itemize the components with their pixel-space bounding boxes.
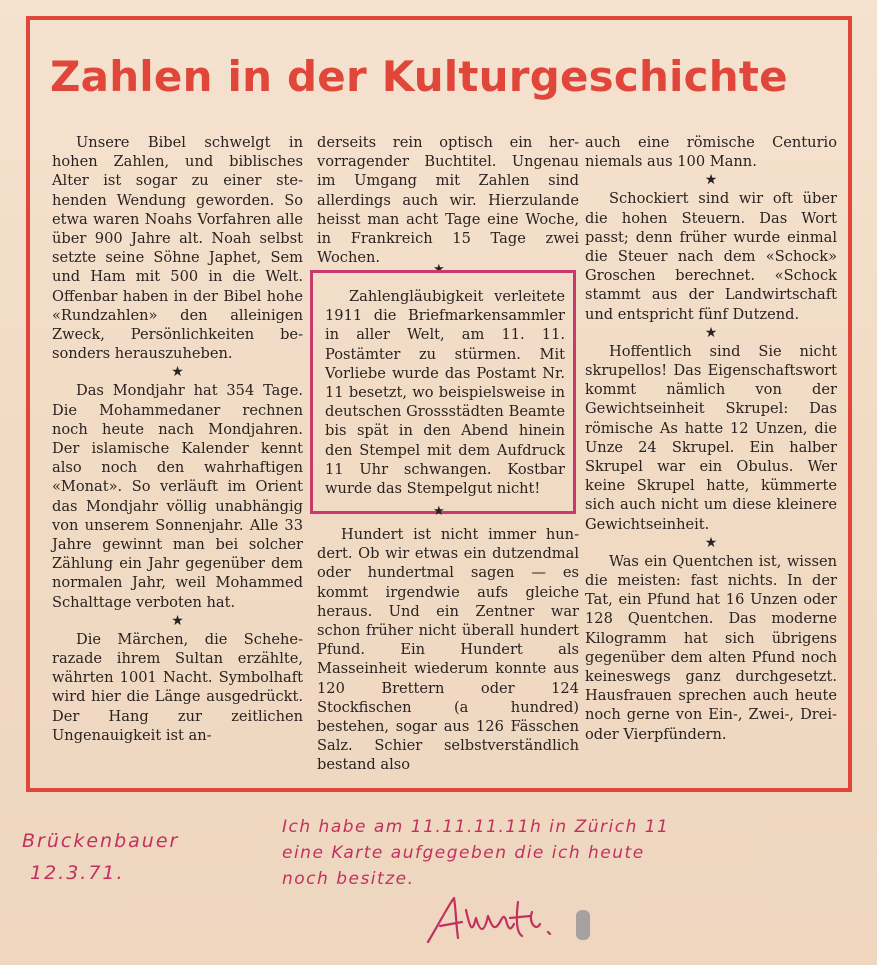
- column-2-bottom: [317, 525, 579, 775]
- paragraph-scheherazade: Die Märchen, die Scheherazade ihrem Sultan erzählte, währten 1001 Nacht. Symbolhaft wird hier die Länge ausgedrückt. Der Hang zur zeitlichen Ungenauigkeit ist an-: [52, 630, 303, 744]
- column-1: [52, 133, 303, 745]
- star-separator: ★: [171, 364, 184, 381]
- handwritten-source: Brückenbauer: [22, 830, 180, 852]
- paragraph-shock: Schockiert sind wir oft über die hohen Steuern. Das Wort passt; denn früher wurde einmal die Steuer nach dem «Schock» Groschen berechnet. «Schock stammt aus der Landwirtschaft und entspricht fünf Dutzend.: [585, 190, 837, 323]
- column-2-top: [317, 133, 579, 267]
- star-separator: ★: [704, 534, 718, 551]
- star-separator: ★: [704, 172, 718, 189]
- paragraph-stamp-collectors: Zahlengläubigkeit verleitete 1911 die Briefmarkensammler in aller Welt, am 11. 11. Postämter zu stürmen. Mit Vorliebe wurde das Postamt Nr. 11 besetzt, wo beispielsweise in deutschen Grossstädten Beamte bis spät in den Abend hinein den Stempel mit dem Aufdruck 11 Uhr schwangen. Kostbar wurde das Stempelgut nicht!: [325, 288, 565, 498]
- handwritten-note: [282, 814, 669, 892]
- column-3: [585, 133, 837, 744]
- handwritten-date: 12.3.71.: [30, 862, 125, 884]
- box-star-bottom: ★: [433, 504, 445, 519]
- paragraph-hundred: Hundert ist nicht immer hundert. Ob wir etwas ein dutzendmal oder hundertmal sagen — es kommt irgendwie aufs gleiche heraus. Und ein Zentner war schon früher nicht überall hundert Pfund. Ein Hundert als Masseinheit wiederum konnte aus 120 Brettern oder 124 Stockfischen (a hundred) bestehen, sogar aus 126 Fässchen Salz. Schier selbstverständlich bestand also: [317, 526, 579, 774]
- paragraph-book-title: derseits rein optisch ein hervorragender Buchtitel. Ungenau im Umgang mit Zahlen sind allerdings auch wir. Hierzulande heisst man acht Tage eine Woche, in Frankreich 15 Tage zwei Wochen.: [317, 134, 579, 267]
- star-separator: ★: [171, 612, 184, 629]
- highlight-box: [310, 270, 576, 514]
- note-line-1: Ich habe am 11.11.11.11h in Zürich 11: [282, 817, 670, 837]
- box-star-top: ★: [433, 262, 445, 277]
- paragraph-scruple: Hoffentlich sind Sie nicht skrupellos! Das Eigenschaftswort kommt nämlich von der Gewichtseinheit Skrupel: Das römische As hatte 12 Unzen, die Unze 24 Skrupel. Ein halber Skrupel war ein Obulus. Wer keine Skrupel hatte, kümmerte sich auch nicht um diese kleinere Gewichtseinheit.: [585, 342, 837, 533]
- signature-icon: [422, 892, 572, 948]
- ink-smudge: [576, 910, 590, 940]
- note-line-3: noch besitze.: [282, 869, 415, 889]
- paragraph-quentchen: Was ein Quentchen ist, wissen die meisten: fast nichts. In der Tat, ein Pfund hat 16 Unzen oder 128 Quentchen. Das moderne Kilogramm hat sich übrigens gegenüber dem alten Pfund noch keineswegs ganz durchgesetzt. Hausfrauen sprechen auch heute noch gerne von Ein-, Zwei-, Drei- oder Vierpfündern.: [585, 552, 837, 743]
- star-separator: ★: [704, 324, 718, 341]
- paragraph-moon-year: Das Mondjahr hat 354 Tage. Die Mohammedaner rechnen noch heute nach Mondjahren. Der islamische Kalender kennt also noch den wahrhaftigen «Monat». So verläuft im Orient das Mondjahr völlig unabhängig von unserem Sonnenjahr. Alle 33 Jahre gewinnt man bei solcher Zählung ein Jahr gegenüber dem normalen Jahr, weil Mohammed Schalttage verboten hat.: [52, 382, 303, 611]
- paragraph-centurio: auch eine römische Centurio niemals aus 100 Mann.: [585, 134, 837, 171]
- article-headline: Zahlen in der Kulturgeschichte: [50, 52, 788, 101]
- note-line-2: eine Karte aufgegeben die ich heute: [282, 843, 645, 863]
- paragraph-bible: Unsere Bibel schwelgt in hohen Zahlen, und biblisches Alter ist sogar zu einer stehenden Wendung geworden. So etwa waren Noahs Vorfahren alle über 900 Jahre alt. Noah selbst setzte seine Söhne Japhet, Sem und Ham mit 500 in die Welt. Offenbar haben in der Bibel hohe «Rundzahlen» den alleinigen Zweck, Persönlichkeiten besonders herauszuheben.: [52, 134, 303, 363]
